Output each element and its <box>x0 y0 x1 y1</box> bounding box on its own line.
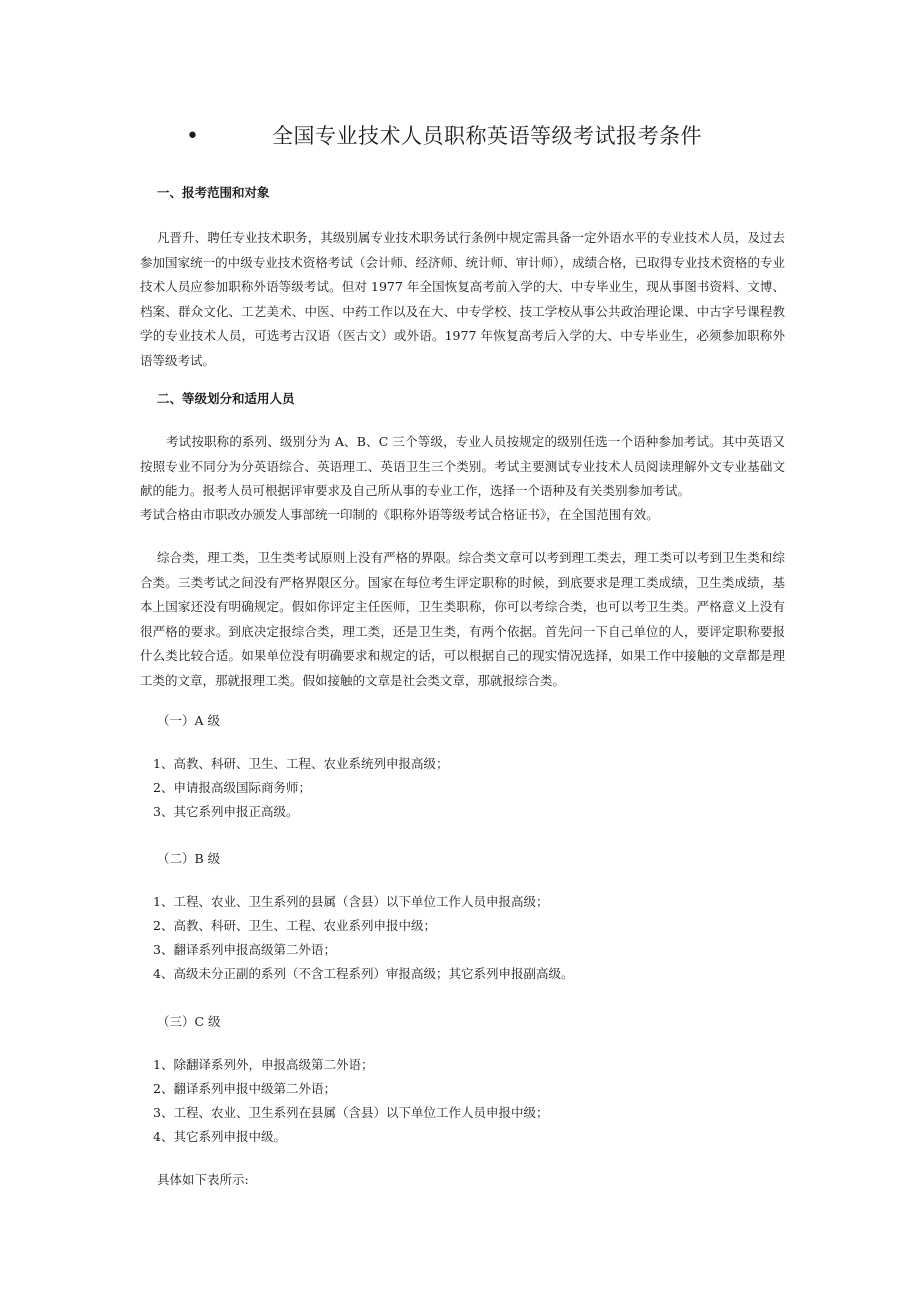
level-b-item: 3、翻译系列申报高级第二外语； <box>153 942 336 957</box>
level-b-item: 4、高级未分正副的系列（不含工程系列）审报高级；其它系列申报副高级。 <box>153 966 574 981</box>
section1-paragraph: 凡晋升、聘任专业技术职务，其级别属专业技术职务试行条例中规定需具备一定外语水平的专业技术人员，及过去参加国家统一的中级专业技术资格考试（会计师、经济师、统计师、审计师），成绩合格，已取得专业技术资格的专业技术人员应参加职称外语等级考试。但对 1977 年全国恢复高考前入学的大、中专毕业生，现从事图书资料、文博、档案、群众文化、工艺美术、中医、中药工作以及在大、中专学校、技工学校从事公共政治理论课、中古字号课程教学的专业技术人员，可选考古汉语（医古文）或外语。1977 年恢复高考后入学的大、中专毕业生，必须参加职称外语等级考试。 <box>140 230 785 368</box>
level-a-item: 3、其它系列申报正高级。 <box>153 804 299 819</box>
level-b-item: 2、高教、科研、卫生、工程、农业系列申报中级； <box>153 918 436 933</box>
level-a-item: 2、申请报高级国际商务师； <box>153 780 311 795</box>
level-b-item: 1、工程、农业、卫生系列的县属（含县）以下单位工作人员申报高级； <box>153 894 549 909</box>
level-c-heading: （三）C 级 <box>157 1014 221 1029</box>
closing-text: 具体如下表所示: <box>157 1172 249 1187</box>
section2-paragraph1: 考试按职称的系列、级别分为 A、B、C 三个等级，专业人员按规定的级别任选一个语种参加考试。其中英语又按照专业不同分为分英语综合、英语理工、英语卫生三个类别。考试主要测试专业技术人员阅读理解外文专业基础文献的能力。报考人员可根据评审要求及自己所从事的专业工作，选择一个语种及有关类别参加考试。 <box>140 434 785 498</box>
level-b-heading: （二）B 级 <box>157 851 221 866</box>
level-c-item: 2、翻译系列申报中级第二外语； <box>153 1081 336 1096</box>
level-a-item: 1、高教、科研、卫生、工程、农业系统列申报高级； <box>153 756 449 771</box>
level-a-heading: （一）A 级 <box>157 713 221 728</box>
level-c-item: 3、工程、农业、卫生系列在县属（含县）以下单位工作人员申报中级； <box>153 1105 549 1120</box>
level-c-item: 4、其它系列申报中级。 <box>153 1129 286 1144</box>
section2-paragraph1-tail: 考试合格由市职改办颁发人事部统一印制的《职称外语等级考试合格证书》，在全国范围有效。 <box>140 507 659 522</box>
page-title: 全国专业技术人员职称英语等级考试报考条件 <box>272 124 702 148</box>
section1-heading: 一、报考范围和对象 <box>157 185 270 200</box>
level-c-item: 1、除翻译系列外，申报高级第二外语； <box>153 1057 374 1072</box>
section2-paragraph2: 综合类，理工类，卫生类考试原则上没有严格的界限。综合类文章可以考到理工类去，理工类可以考到卫生类和综合类。三类考试之间没有严格界限区分。国家在每位考生评定职称的时候，到底要求是理工类成绩，卫生类成绩，基本上国家还没有明确规定。假如你评定主任医师，卫生类职称，你可以考综合类，也可以考卫生类。严格意义上没有很严格的要求。到底决定报综合类，理工类，还是卫生类，有两个依据。首先问一下自己单位的人，要评定职称要报什么类比较合适。如果单位没有明确要求和规定的话，可以根据自己的现实情况选择，如果工作中接触的文章都是理工类的文章，那就报理工类。假如接触的文章是社会类文章，那就报综合类。 <box>140 550 785 688</box>
section2-heading: 二、等级划分和适用人员 <box>157 391 295 406</box>
title-bullet: • <box>186 124 199 149</box>
title-row <box>0 120 920 154</box>
